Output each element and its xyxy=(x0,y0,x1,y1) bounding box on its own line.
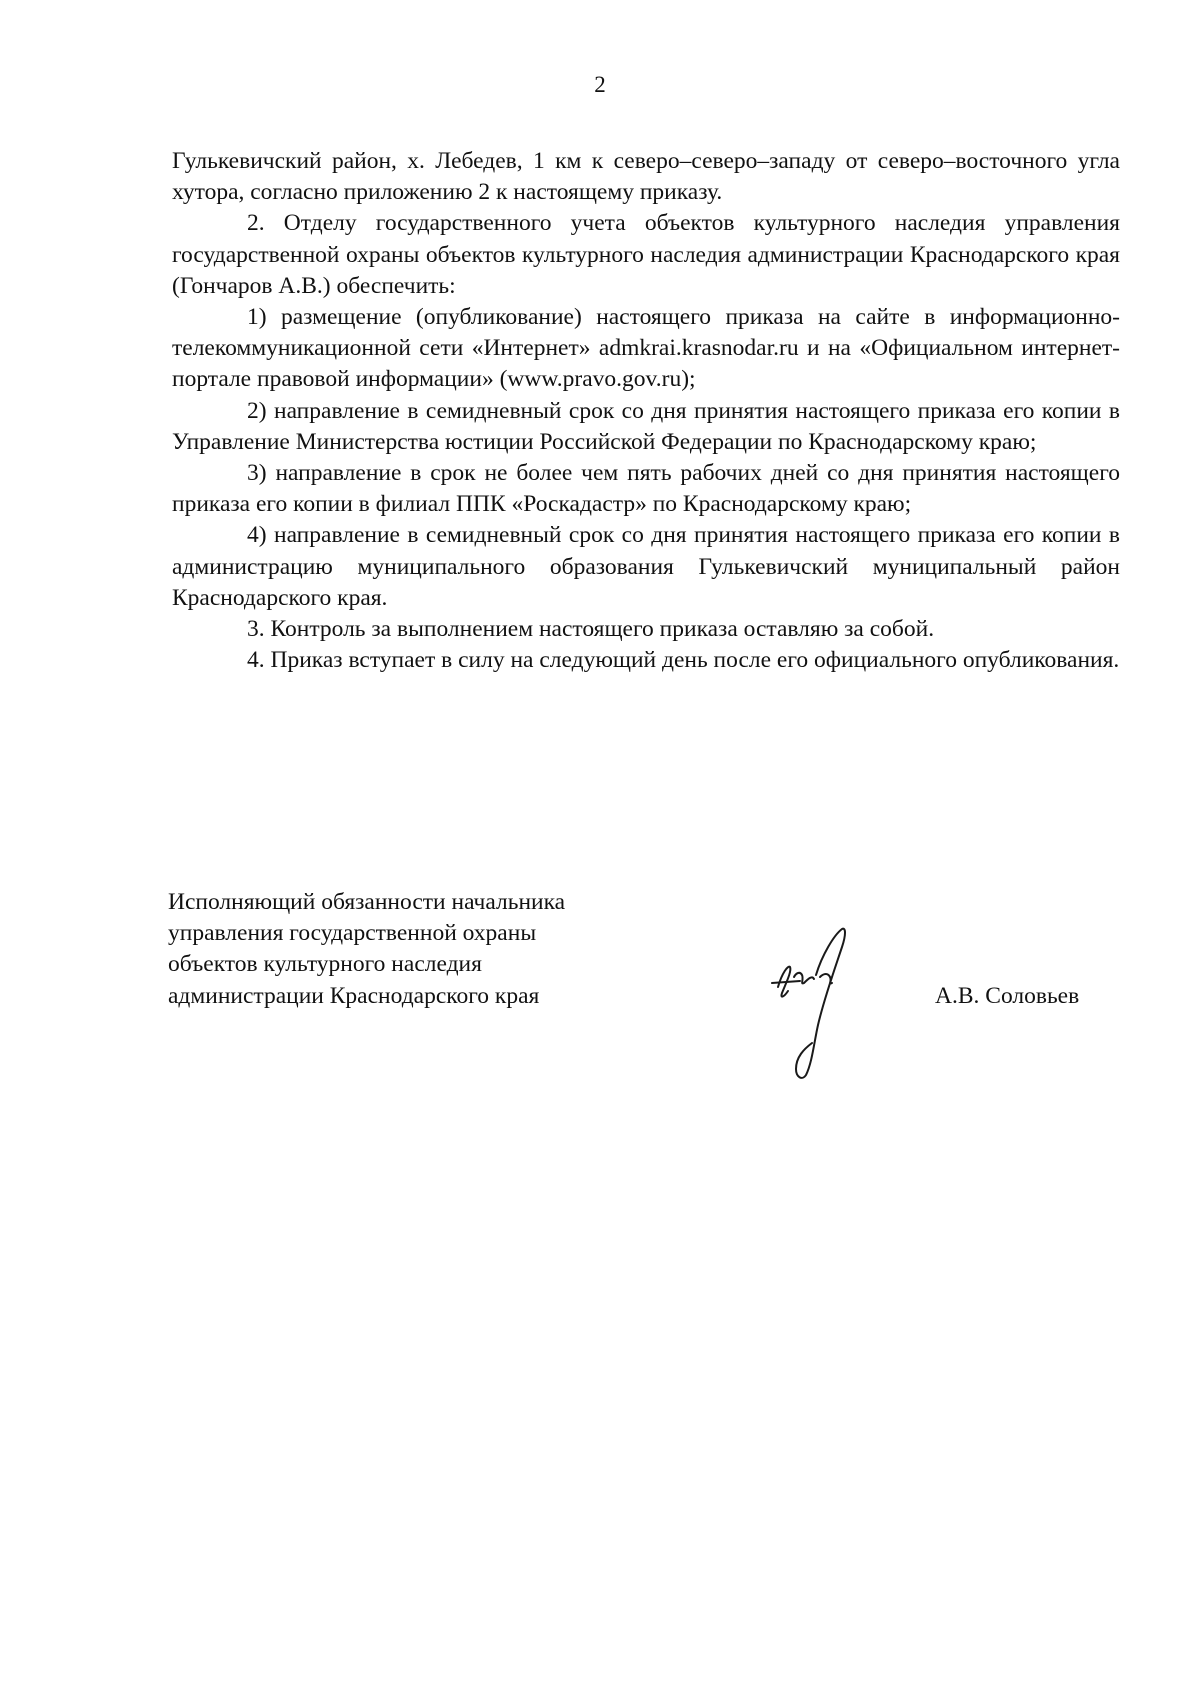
paragraph: 3) направление в срок не более чем пять рабочих дней со дня принятия настоящего приказа его копии в филиал ППК «Роскадастр» по Краснодарскому краю; xyxy=(172,460,1120,518)
paragraph: 3. Контроль за выполнением настоящего приказа оставляю за собой. xyxy=(247,616,935,643)
signatory-position xyxy=(168,887,688,1012)
signatory-position-line: администрации Краснодарского края xyxy=(168,982,540,1009)
paragraph: 4) направление в семидневный срок со дня принятия настоящего приказа его копии в администрацию муниципального образования Гулькевичский муниципальный район Краснодарского края. xyxy=(172,522,1120,611)
paragraph: 2. Отделу государственного учета объектов культурного наследия управления государственной охраны объектов культурного наследия администрации Краснодарского края (Гончаров А.В.) обеспечить: xyxy=(172,210,1120,299)
signatory-name: А.В. Соловьев xyxy=(935,983,1080,1009)
page-number: 2 xyxy=(594,72,606,97)
document-body xyxy=(172,146,1120,676)
signatory-position-line: Исполняющий обязанности начальника xyxy=(168,889,566,915)
paragraph: Гулькевичский район, х. Лебедев, 1 км к северо–северо–западу от северо–восточного угла хутора, согласно приложению 2 к настоящему приказу. xyxy=(172,148,1120,206)
handwritten-signature xyxy=(760,925,880,1085)
signatory-position-line: объектов культурного наследия xyxy=(168,951,482,978)
paragraph: 1) размещение (опубликование) настоящего приказа на сайте в информационно-телекоммуникационной сети «Интернет» admkrai.krasnodar.ru и на «Официальном интернет-портале правовой информации» (www.pravo.gov.ru); xyxy=(172,304,1120,393)
signatory-position-line: управления государственной охраны xyxy=(168,920,537,947)
paragraph: 2) направление в семидневный срок со дня принятия настоящего приказа его копии в Управление Министерства юстиции Российской Федерации по Краснодарскому краю; xyxy=(172,397,1120,455)
paragraph: 4. Приказ вступает в силу на следующий день после его официального опубликования. xyxy=(247,647,1120,674)
